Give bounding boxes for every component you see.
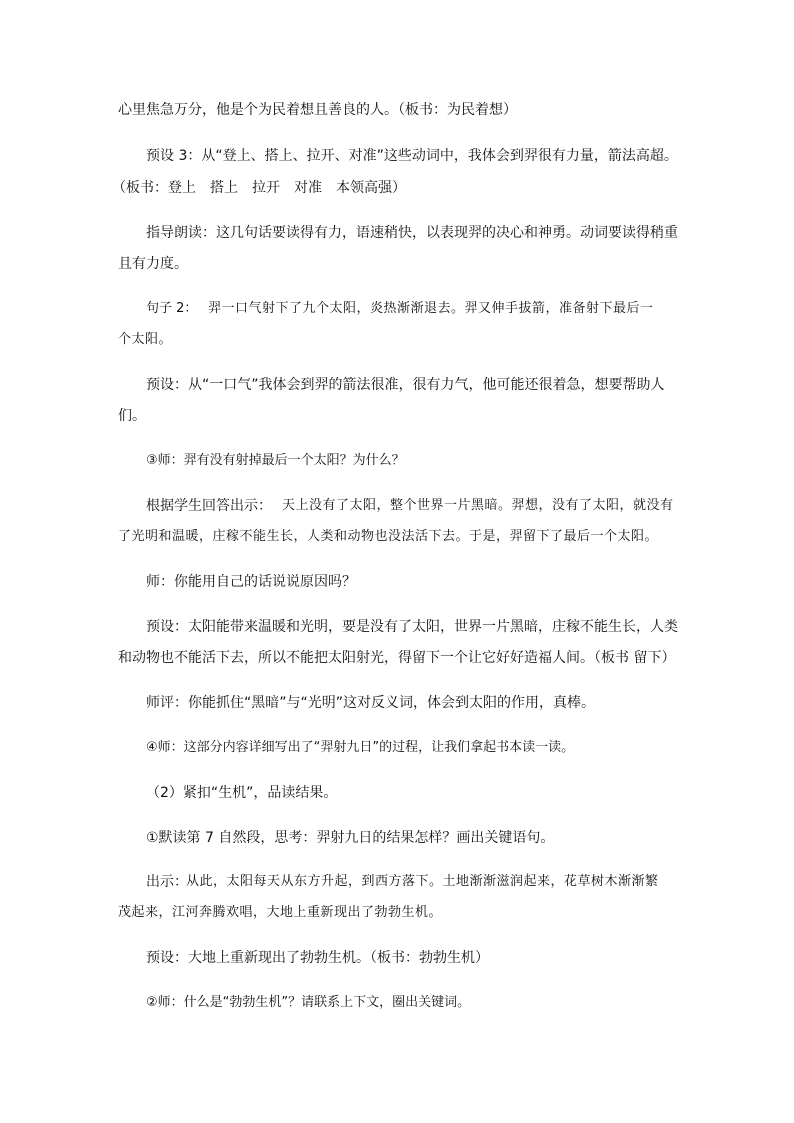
text-line: 师评：你能抓住“黑暗”与“光明”这对反义词，体会到太阳的作用，真棒。 xyxy=(146,695,596,711)
quoted-text: 个太阳。 xyxy=(118,332,173,347)
section-heading: （2）紧扣“生机”，品读结果。 xyxy=(146,785,338,801)
text-line: 和动物也不能活下去，所以不能把太阳射光，得留下一个让它好好造福人间。（板书 留下） xyxy=(118,650,676,666)
text-line: 指导朗读：这几句话要读得有力，语速稍快，以表现羿的决心和神勇。动词要读得稍重 xyxy=(146,225,678,241)
text-line: 预设 3：从“登上、搭上、拉开、对准”这些动词中，我体会到羿很有力量，箭法高超。 xyxy=(146,148,678,164)
text-line: ③师：羿有没有射掉最后一个太阳？为什么？ xyxy=(146,453,405,468)
text-line: （板书：登上 搭上 拉开 对准 本领高强） xyxy=(112,180,406,196)
sentence-label: 句子 2： xyxy=(146,301,198,316)
text-line: 且有力度。 xyxy=(118,256,188,272)
quoted-text: 了光明和温暖，庄稼不能生长，人类和动物也没法活下去。于是，羿留下了最后一个太阳。 xyxy=(118,529,659,544)
quoted-text: 从此，太阳每天从东方升起，到西方落下。土地渐渐滋润起来，花草树木渐渐繁 xyxy=(186,874,659,889)
text-line: 出示： xyxy=(146,874,188,890)
text-line: 师：你能用自己的话说说原因吗？ xyxy=(146,574,356,590)
text-line: 预设：从“一口气”我体会到羿的箭法很准，很有力气，他可能还很着急，想要帮助人 xyxy=(146,377,665,393)
quoted-text: 天上没有了太阳，整个世界一片黑暗。羿想，没有了太阳，就没有 xyxy=(282,498,674,513)
text-line: ①默读第 7 自然段，思考：羿射九日的结果怎样？画出关键语句。 xyxy=(146,830,555,846)
text-line: 们。 xyxy=(118,408,146,424)
text-line: ②师：什么是“勃勃生机”？请联系上下文，圈出关键词。 xyxy=(146,995,471,1010)
text-line: 心里焦急万分，他是个为民着想且善良的人。（板书：为民着想） xyxy=(118,102,517,118)
text-line: 预设：大地上重新现出了勃勃生机。（板书：勃勃生机） xyxy=(146,950,489,966)
quoted-text: 羿一口气射下了九个太阳，炎热渐渐退去。羿又伸手拔箭，准备射下最后一 xyxy=(208,301,654,316)
text-line: 根据学生回答出示： xyxy=(146,498,272,514)
text-line: 预设：太阳能带来温暖和光明，要是没有了太阳，世界一片黑暗，庄稼不能生长，人类 xyxy=(146,619,678,635)
quoted-text: 茂起来，江河奔腾欢唱，大地上重新现出了勃勃生机。 xyxy=(118,905,443,920)
text-line: ④师：这部分内容详细写出了“羿射九日”的过程，让我们拿起书本读一读。 xyxy=(146,740,575,755)
